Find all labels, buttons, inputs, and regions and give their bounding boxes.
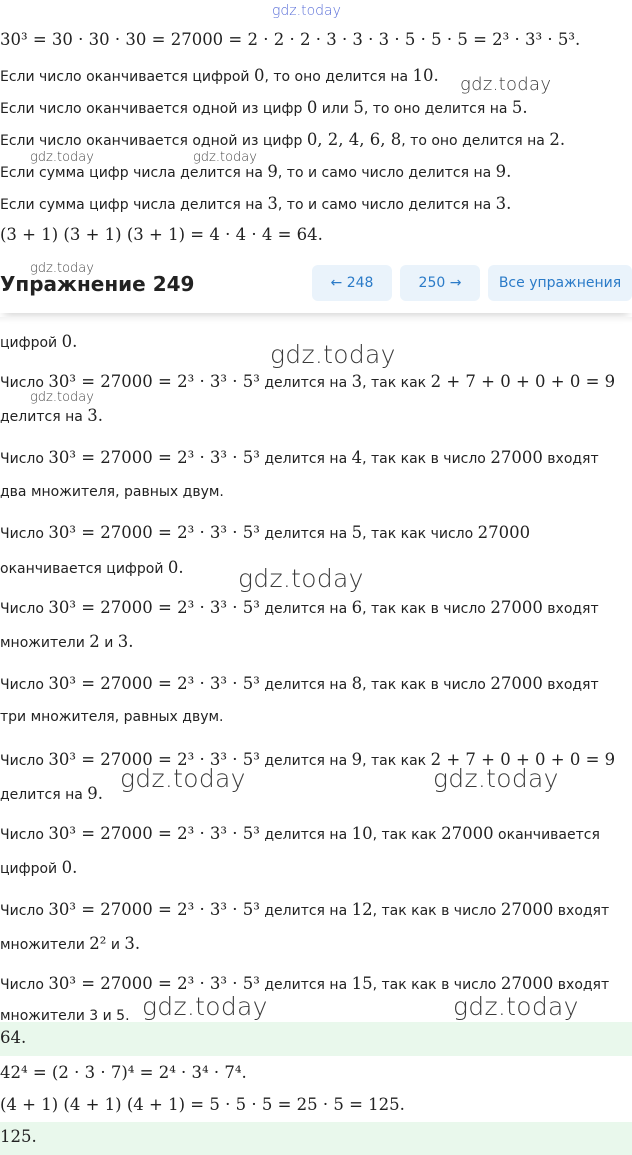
solution-text: делится на — [259, 451, 352, 467]
solution-text: делится на — [259, 526, 352, 542]
solution-text: входят — [542, 601, 599, 617]
divisor: 9 — [351, 750, 363, 769]
solution-text: делится на — [259, 677, 352, 693]
rule-divisible-by-2 — [0, 130, 565, 149]
solution-number: 27000 — [490, 448, 543, 467]
power-expansion-line: 30³ = 30 · 30 · 30 = 27000 = 2 · 2 · 2 · 3 · 3 · 3 · 5 · 5 · 5 = 2³ · 3³ · 5³. — [0, 30, 581, 49]
divisor: 12 — [351, 900, 373, 919]
rule-text: Если сумма цифр числа делится на — [0, 197, 268, 213]
solution-number: 3. — [117, 632, 134, 651]
solution-number: 27000 — [500, 974, 554, 993]
solution-text: , так как — [362, 526, 431, 542]
solution-math: 30³ = 27000 = 2³ · 3³ · 5³ — [48, 372, 260, 391]
rule-number: 2. — [549, 130, 566, 149]
solution-math: 30³ = 27000 = 2³ · 3³ · 5³ — [48, 448, 260, 467]
solution-text: оканчивается цифрой — [0, 561, 168, 577]
solution-number: 9. — [87, 784, 103, 803]
rule-digit: 0 — [306, 98, 318, 117]
solution-text: Число — [0, 903, 49, 919]
solution-number: 27000 — [441, 824, 494, 843]
solution-text: делится на — [259, 827, 352, 843]
rule-text: , то оно делится на — [363, 101, 512, 117]
solution-text: цифрой — [0, 335, 62, 351]
solution-number: 2² — [89, 934, 107, 953]
solution-math: 30³ = 27000 = 2³ · 3³ · 5³ — [48, 598, 260, 617]
rule-number: 9 — [267, 162, 278, 181]
digit-sum: 2 + 7 + 0 + 0 + 0 = 9 — [430, 750, 616, 769]
watermark-text: gdz.today — [460, 74, 552, 95]
divisibility-by-4-line-2: два множителя, равных двум. — [0, 484, 224, 500]
watermark-text: gdz.today — [142, 992, 268, 1021]
digit-sum: 2 + 7 + 0 + 0 + 0 = 9 — [430, 372, 616, 391]
divisibility-by-4-line — [0, 448, 599, 467]
solution-number: 3. — [124, 934, 141, 953]
solution-math: 30³ = 27000 = 2³ · 3³ · 5³ — [48, 674, 260, 693]
power-42-line: 42⁴ = (2 · 3 · 7)⁴ = 2⁴ · 3⁴ · 7⁴. — [0, 1063, 247, 1082]
rule-number: 9. — [495, 162, 512, 181]
rule-text: , то и само число делится на — [277, 165, 496, 181]
divisor: 10 — [351, 824, 373, 843]
exercise-title: Упражнение 249 — [0, 272, 195, 296]
solution-text: и — [106, 937, 125, 953]
rule-text: или — [317, 101, 354, 117]
watermark-text: gdz.today — [238, 564, 364, 593]
rule-digit: 0 — [253, 66, 265, 85]
rule-divisible-by-10 — [0, 66, 439, 85]
solution-text: Число — [0, 451, 49, 467]
answer-64: 64. — [0, 1028, 27, 1047]
solution-text: делится на — [259, 977, 352, 993]
solution-text: Число — [0, 526, 49, 542]
solution-text: , так как — [362, 753, 431, 769]
solution-number: 0. — [61, 858, 78, 877]
divisibility-by-3-line-2 — [0, 406, 103, 425]
solution-text: в число — [430, 677, 491, 693]
solution-text: Число — [0, 827, 49, 843]
divisor: 8 — [351, 674, 363, 693]
solution-text: , так как — [362, 677, 431, 693]
solution-text: Число — [0, 677, 49, 693]
watermark-text: gdz.today — [433, 764, 559, 793]
divisor: 6 — [351, 598, 363, 617]
solution-text: в число — [430, 601, 491, 617]
rule-text: Если число оканчивается одной из цифр — [0, 101, 307, 117]
solution-text: делится на — [259, 601, 352, 617]
solution-text: цифрой — [0, 861, 62, 877]
solution-text: число — [430, 526, 478, 542]
divisibility-by-8-line-2: три множителя, равных двум. — [0, 709, 224, 725]
divisor: 4 — [351, 448, 363, 467]
watermark-text: gdz.today — [30, 390, 94, 405]
solution-line — [0, 332, 77, 351]
watermark-text: gdz.today — [30, 150, 94, 165]
answer-highlight — [0, 1022, 632, 1056]
solution-number: 2 — [89, 632, 100, 651]
divisibility-by-12-line — [0, 900, 609, 919]
divisibility-by-6-line-2 — [0, 632, 134, 651]
solution-text: входят — [542, 677, 599, 693]
exercise-header — [0, 255, 632, 313]
divisibility-by-15-line — [0, 974, 609, 993]
solution-text: делится на — [259, 753, 352, 769]
solution-text: Число — [0, 375, 49, 391]
solution-text: Число — [0, 977, 49, 993]
divisibility-by-5-line — [0, 523, 530, 542]
solution-text: входят — [553, 977, 610, 993]
watermark-text: gdz.today — [270, 340, 396, 369]
divisibility-by-6-line — [0, 598, 599, 617]
divisibility-by-15-line-2: множители 3 и 5. — [0, 1008, 130, 1020]
solution-math: 30³ = 27000 = 2³ · 3³ · 5³ — [48, 824, 260, 843]
rule-text: Если число оканчивается цифрой — [0, 69, 254, 85]
divisibility-by-10-line — [0, 824, 600, 843]
solution-number: 27000 — [490, 598, 543, 617]
solution-text: делится на — [259, 903, 352, 919]
solution-text: в число — [441, 977, 501, 993]
watermark-text: gdz.today — [453, 992, 579, 1021]
divisibility-by-3-line — [0, 372, 615, 391]
watermark-text: gdz.today — [272, 3, 341, 19]
solution-math: 30³ = 27000 = 2³ · 3³ · 5³ — [48, 750, 260, 769]
solution-text: Число — [0, 753, 49, 769]
solution-math: 30³ = 27000 = 2³ · 3³ · 5³ — [48, 523, 260, 542]
solution-text: делится на — [259, 375, 352, 391]
solution-number: 27000 — [490, 674, 543, 693]
calc-line-64: (3 + 1) (3 + 1) (3 + 1) = 4 · 4 · 4 = 64. — [0, 225, 323, 244]
rule-digits: 0, 2, 4, 6, 8 — [306, 130, 402, 149]
divisibility-by-8-line — [0, 674, 599, 693]
solution-text: , так как — [362, 601, 431, 617]
divisibility-by-9-line-2 — [0, 784, 103, 803]
solution-text: множители — [0, 937, 90, 953]
solution-text: делится на — [0, 409, 88, 425]
header-shadow — [0, 317, 632, 323]
solution-text: входят — [553, 903, 610, 919]
solution-number: 3. — [87, 406, 103, 425]
solution-number: 0. — [61, 332, 78, 351]
prev-exercise-button[interactable]: ← 248 — [312, 265, 392, 301]
answer-highlight — [0, 1122, 632, 1155]
solution-text: в число — [441, 903, 501, 919]
answer-125: 125. — [0, 1127, 37, 1146]
solution-math: 30³ = 27000 = 2³ · 3³ · 5³ — [48, 900, 260, 919]
divisibility-by-12-line-2 — [0, 934, 140, 953]
solution-math: 30³ = 27000 = 2³ · 3³ · 5³ — [48, 974, 260, 993]
divisor: 3 — [351, 372, 363, 391]
divisor: 5 — [351, 523, 363, 542]
solution-text: Число — [0, 601, 49, 617]
solution-number: 27000 — [500, 900, 554, 919]
solution-text: , так как — [372, 903, 442, 919]
rule-text: Если сумма цифр числа делится на — [0, 165, 268, 181]
solution-text: множители — [0, 635, 90, 651]
rule-text: Если число оканчивается одной из цифр — [0, 133, 307, 149]
rule-number: 3 — [267, 194, 278, 213]
solution-text: и — [99, 635, 118, 651]
solution-text: в число — [430, 451, 491, 467]
solution-number: 27000 — [477, 523, 531, 542]
divisibility-by-10-line-2 — [0, 858, 77, 877]
solution-text: делится на — [0, 787, 88, 803]
rule-divisible-by-3 — [0, 194, 511, 213]
rule-number: 3. — [495, 194, 512, 213]
rule-text: , то и само число делится на — [277, 197, 496, 213]
rule-text: , то оно делится на — [401, 133, 550, 149]
rule-text: , то оно делится на — [264, 69, 413, 85]
divisibility-by-5-line-2 — [0, 558, 184, 577]
solution-text: входят — [542, 451, 599, 467]
solution-text: , так как — [362, 375, 431, 391]
rule-divisible-by-9 — [0, 162, 511, 181]
calc-line-125: (4 + 1) (4 + 1) (4 + 1) = 5 · 5 · 5 = 25 · 5 = 125. — [0, 1095, 405, 1114]
all-exercises-button[interactable]: Все упражнения — [488, 265, 632, 301]
rule-number: 10. — [412, 66, 439, 85]
solution-text: , так как — [362, 451, 431, 467]
rule-divisible-by-5 — [0, 98, 528, 117]
solution-text: , так как — [372, 827, 442, 843]
watermark-text: gdz.today — [193, 150, 257, 165]
rule-number: 5. — [511, 98, 528, 117]
rule-digit: 5 — [353, 98, 364, 117]
solution-number: 0. — [167, 558, 184, 577]
watermark-text: gdz.today — [30, 261, 94, 276]
solution-text: , так как — [372, 977, 442, 993]
divisor: 15 — [351, 974, 373, 993]
solution-text: оканчивается — [493, 827, 600, 843]
watermark-text: gdz.today — [120, 764, 246, 793]
next-exercise-button[interactable]: 250 → — [400, 265, 480, 301]
